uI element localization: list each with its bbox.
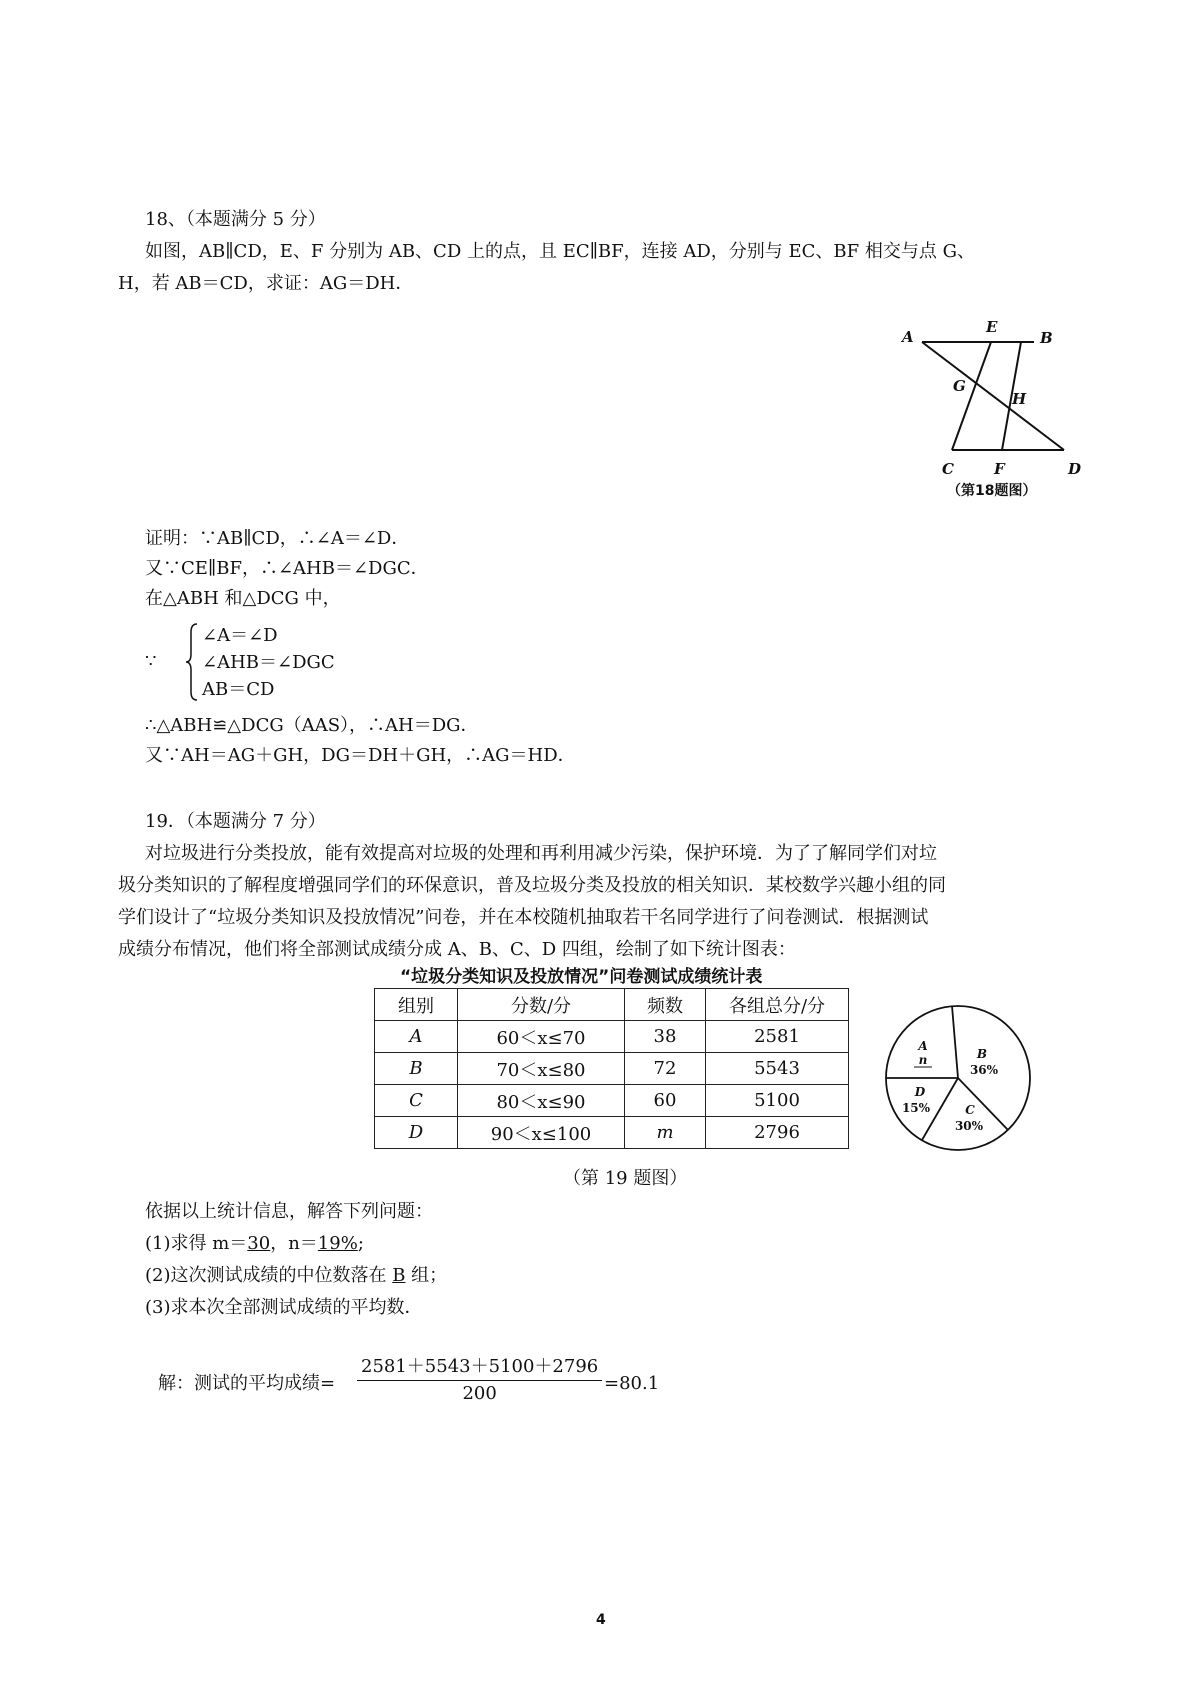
pie-label-C: C <box>965 1103 975 1117</box>
solution-result: =80.1 <box>604 1373 660 1394</box>
table-header-cell: 各组总分/分 <box>706 989 849 1021</box>
condition-2: ∠AHB＝∠DGC <box>202 652 335 673</box>
because-symbol: ∵ <box>145 651 157 672</box>
pie-divider-AB <box>952 1006 958 1078</box>
label-F: F <box>994 460 1005 478</box>
segment-AD <box>922 342 1064 450</box>
pie-label-B: B <box>976 1047 988 1061</box>
table-cell: A <box>375 1021 458 1053</box>
table-row <box>375 1085 849 1117</box>
q18-statement-line2: H，若 AB＝CD，求证：AG＝DH． <box>118 273 414 294</box>
q18-heading: 18、（本题满分 5 分） <box>145 209 326 230</box>
table-cell: 2796 <box>706 1117 849 1149</box>
table-row <box>375 1021 849 1053</box>
label-B: B <box>1040 329 1053 347</box>
condition-1: ∠A＝∠D <box>202 625 278 646</box>
table-header-row <box>375 989 849 1021</box>
table-cell: 80＜x≤90 <box>458 1085 625 1117</box>
solution-prefix: 解：测试的平均成绩= <box>158 1373 336 1394</box>
pie-value-C: 30% <box>954 1119 984 1133</box>
table-cell: D <box>375 1117 458 1149</box>
pie-label-D: D <box>914 1085 926 1099</box>
table-cell: 60＜x≤70 <box>458 1021 625 1053</box>
answer-1-end: ; <box>357 1233 364 1254</box>
score-pie-chart <box>880 1000 1036 1156</box>
proof-line5: 又∵AH＝AG＋GH，DG＝DH＋GH，∴AG＝HD． <box>145 745 576 766</box>
label-A: A <box>902 328 914 346</box>
table-cell: 60 <box>625 1085 706 1117</box>
proof-line2: 又∵CE∥BF，∴∠AHB＝∠DGC． <box>145 558 429 579</box>
pie-value-B: 36% <box>969 1063 999 1077</box>
label-D: D <box>1068 460 1082 478</box>
table-cell: B <box>375 1053 458 1085</box>
pie-label-A: A <box>918 1039 928 1053</box>
q19-answer-2 <box>145 1262 447 1290</box>
q19-heading: 19．（本题满分 7 分） <box>145 811 326 832</box>
table-cell: 38 <box>625 1021 706 1053</box>
proof-line1: 证明：∵AB∥CD，∴∠A＝∠D． <box>145 528 410 549</box>
answer-median-group: B <box>392 1265 406 1286</box>
table-header-cell: 频数 <box>625 989 706 1021</box>
table-cell: 2581 <box>706 1021 849 1053</box>
q19-paragraph-line4: 成绩分布情况，他们将全部测试成绩分成 A、B、C、D 四组，绘制了如下统计图表： <box>118 939 796 960</box>
table-header-cell: 分数/分 <box>458 989 625 1021</box>
table-cell: 5100 <box>706 1085 849 1117</box>
answer-m-value: 30 <box>247 1233 271 1254</box>
answer-2-end: 组； <box>405 1265 448 1286</box>
proof-line4: ∴△ABH≌△DCG（AAS），∴AH＝DG． <box>145 715 479 736</box>
system-brace <box>185 622 199 702</box>
answer-2-prefix: (2)这次测试成绩的中位数落在 <box>145 1265 393 1286</box>
table-row <box>375 1117 849 1149</box>
pie-value-A: n <box>918 1053 928 1067</box>
label-C: C <box>942 460 954 478</box>
page-number: 4 <box>596 1612 606 1628</box>
q19-paragraph-line2: 圾分类知识的了解程度增强同学们的环保意识，普及垃圾分类及投放的相关知识．某校数学兴趣小组的同 <box>118 875 946 896</box>
score-statistics-table <box>374 988 849 1149</box>
table-cell: 72 <box>625 1053 706 1085</box>
table-cell: 5543 <box>706 1053 849 1085</box>
mean-fraction <box>357 1352 602 1404</box>
pie-value-D: 15% <box>901 1101 931 1115</box>
q19-question-3: (3)求本次全部测试成绩的平均数． <box>145 1297 423 1318</box>
q18-geometry-figure <box>890 316 1090 486</box>
answer-1-prefix: (1)求得 m＝ <box>145 1233 248 1254</box>
q19-paragraph-line3: 学们设计了“垃圾分类知识及投放情况”问卷，并在本校随机抽取若干名同学进行了问卷测试．根据测试 <box>118 907 929 928</box>
table-cell: 70＜x≤80 <box>458 1053 625 1085</box>
table-cell: 90＜x≤100 <box>458 1117 625 1149</box>
label-E: E <box>986 318 998 336</box>
proof-line3: 在△ABH 和△DCG 中， <box>145 588 341 609</box>
table-header-cell: 组别 <box>375 989 458 1021</box>
answer-n-value: 19% <box>317 1233 358 1254</box>
label-H: H <box>1012 390 1027 408</box>
q19-answer-1 <box>145 1230 364 1258</box>
condition-3: AB＝CD <box>202 679 275 700</box>
segment-EC <box>952 342 991 450</box>
q19-paragraph-line1: 对垃圾进行分类投放，能有效提高对垃圾的处理和再利用减少污染，保护环境．为了了解同学们对垃 <box>145 843 937 864</box>
q18-statement-line1: 如图，AB∥CD，E、F 分别为 AB、CD 上的点，且 EC∥BF，连接 AD，分别与 EC、BF 相交与点 G、 <box>145 241 975 262</box>
fraction-denominator: 200 <box>462 1383 497 1404</box>
answer-1-mid: ，n＝ <box>270 1233 318 1254</box>
table-title: “垃圾分类知识及投放情况”问卷测试成绩统计表 <box>400 967 763 987</box>
table-cell: m <box>625 1117 706 1149</box>
table-row <box>375 1053 849 1085</box>
label-G: G <box>953 377 966 395</box>
q19-figure-caption: （第 19 题图） <box>563 1168 688 1189</box>
q19-ask: 依据以上统计信息，解答下列问题： <box>145 1201 433 1222</box>
fraction-numerator: 2581＋5543＋5100＋2796 <box>357 1352 602 1381</box>
table-cell: C <box>375 1085 458 1117</box>
q18-figure-caption: （第18题图） <box>947 483 1037 499</box>
